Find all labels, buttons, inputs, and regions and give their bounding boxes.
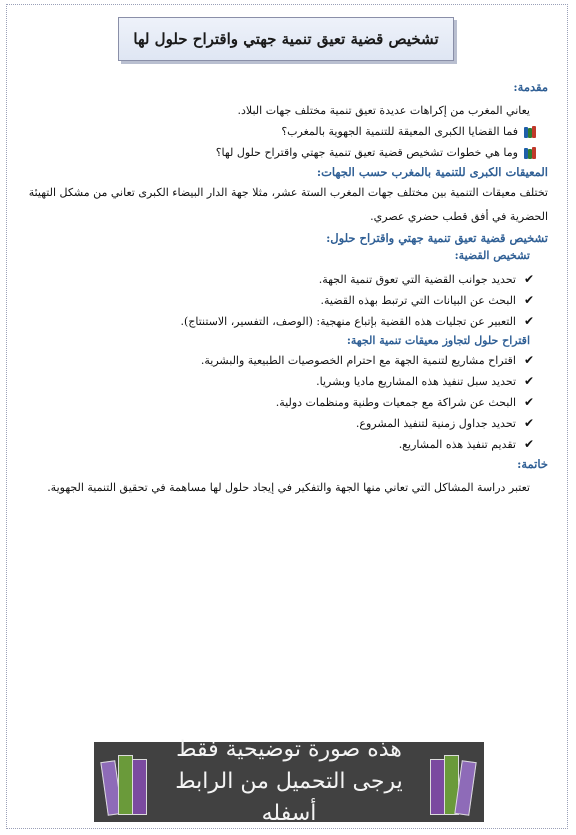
books-icon bbox=[428, 749, 476, 815]
banner-line-1: هذه صورة توضيحية فقط bbox=[176, 737, 402, 762]
books-icon bbox=[102, 749, 150, 815]
list-item-text: تحديد جوانب القضية التي تعوق تنمية الجهة. bbox=[318, 273, 516, 286]
list-item bbox=[23, 311, 548, 332]
checkmark-icon: ✔ bbox=[523, 353, 535, 367]
books-bullet-icon bbox=[524, 147, 536, 159]
diagnosis-heading: تشخيص قضية تعيق تنمية جهتي واقتراح حلول: bbox=[326, 231, 548, 245]
question-item bbox=[23, 142, 548, 163]
checkmark-icon: ✔ bbox=[523, 416, 535, 430]
intro-question-2: وما هي خطوات تشخيص قضية تعيق تنمية جهتي واقتراح حلول لها؟ bbox=[215, 146, 518, 159]
checkmark-icon: ✔ bbox=[523, 374, 535, 388]
obstacles-text: تختلف معيقات التنمية بين مختلف جهات المغرب الستة عشر، مثلا جهة الدار البيضاء الكبرى تعاني من مشكل التهيئة الحضرية في أفق قطب حضري عصري. bbox=[28, 186, 548, 223]
list-item bbox=[23, 290, 548, 311]
checkmark-icon: ✔ bbox=[523, 395, 535, 409]
intro-text: يعاني المغرب من إكراهات عديدة تعيق تنمية مختلف جهات البلاد. bbox=[237, 104, 530, 117]
list-item-text: البحث عن البيانات التي ترتبط بهذه القضية. bbox=[320, 294, 516, 307]
conclusion-heading: خاتمة: bbox=[517, 457, 548, 471]
list-item-text: تحديد جداول زمنية لتنفيذ المشروع. bbox=[355, 417, 516, 430]
obstacles-heading: المعيقات الكبرى للتنمية بالمغرب حسب الجهات: bbox=[316, 165, 548, 179]
preview-banner bbox=[94, 737, 484, 826]
books-bullet-icon bbox=[524, 126, 536, 138]
list-item bbox=[23, 269, 548, 290]
list-item bbox=[23, 350, 548, 371]
diagnosis-subheading: تشخيص القضية: bbox=[454, 249, 530, 262]
checkmark-icon: ✔ bbox=[523, 437, 535, 451]
list-item bbox=[23, 434, 548, 455]
solutions-subheading: اقتراح حلول لتجاوز معيقات تنمية الجهة: bbox=[346, 334, 530, 347]
checkmark-icon: ✔ bbox=[523, 293, 535, 307]
document-body bbox=[23, 78, 548, 498]
banner-text bbox=[150, 734, 428, 830]
checkmark-icon: ✔ bbox=[523, 272, 535, 286]
intro-heading: مقدمة: bbox=[513, 80, 548, 94]
list-item-text: البحث عن شراكة مع جمعيات وطنية ومنظمات دولية. bbox=[275, 396, 516, 409]
checkmark-icon: ✔ bbox=[523, 314, 535, 328]
conclusion-text: تعتبر دراسة المشاكل التي تعاني منها الجهة والتفكير في إيجاد حلول لها مساهمة في تحقيق التنمية الجهوية. bbox=[47, 481, 530, 494]
question-item bbox=[23, 121, 548, 142]
list-item bbox=[23, 413, 548, 434]
list-item bbox=[23, 371, 548, 392]
intro-question-1: فما القضايا الكبرى المعيقة للتنمية الجهوية بالمغرب؟ bbox=[281, 125, 518, 138]
list-item-text: التعبير عن تجليات هذه القضية بإتباع منهجية: (الوصف، التفسير، الاستنتاج). bbox=[180, 315, 516, 328]
page-title: تشخيص قضية تعيق تنمية جهتي واقتراح حلول لها bbox=[118, 17, 454, 61]
list-item-text: اقتراح مشاريع لتنمية الجهة مع احترام الخصوصيات الطبيعية والبشرية. bbox=[200, 354, 516, 367]
list-item-text: تحديد سبل تنفيذ هذه المشاريع ماديا وبشريا. bbox=[316, 375, 516, 388]
list-item-text: تقديم تنفيذ هذه المشاريع. bbox=[398, 438, 516, 451]
banner-line-2: يرجى التحميل من الرابط أسفله bbox=[175, 769, 403, 826]
list-item bbox=[23, 392, 548, 413]
